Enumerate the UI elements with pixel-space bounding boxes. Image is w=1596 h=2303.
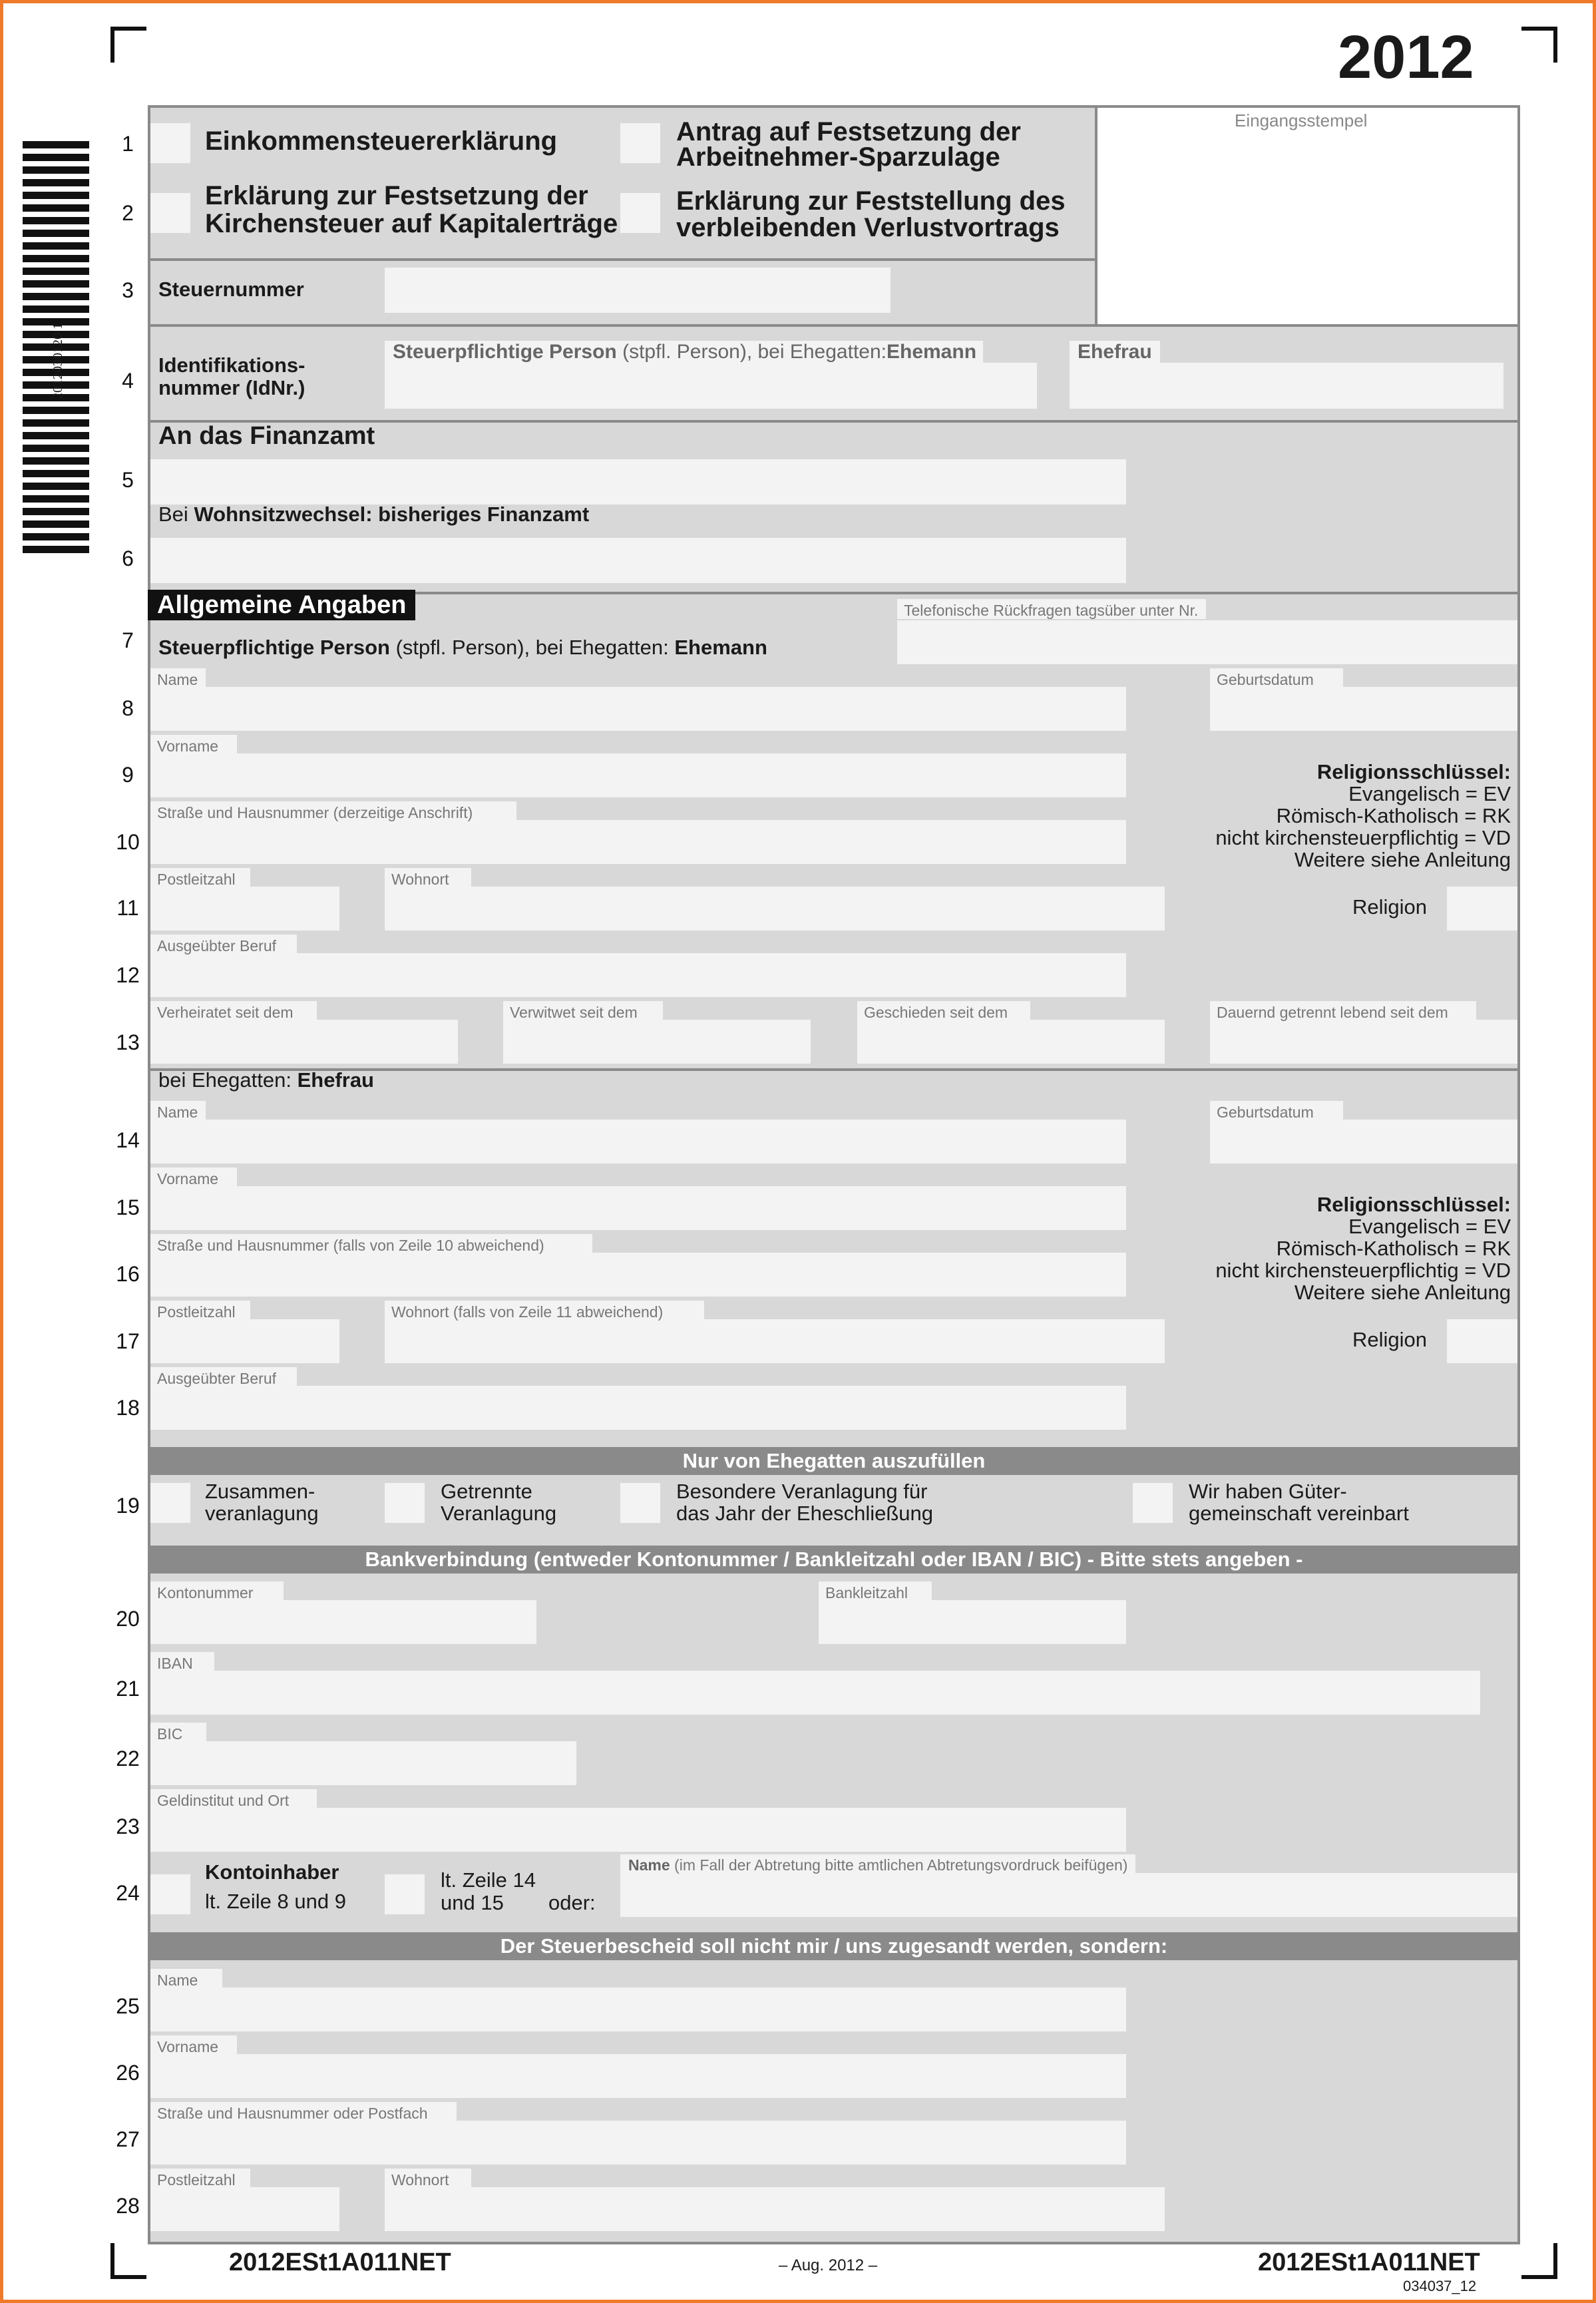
iban-field[interactable] — [150, 1671, 1480, 1715]
ehefrau-plz-field[interactable] — [150, 1319, 339, 1363]
ehegatten-section-title: Nur von Ehegatten auszufüllen — [150, 1447, 1517, 1475]
geldinstitut-field[interactable] — [150, 1808, 1126, 1852]
kirchensteuer-checkbox[interactable] — [150, 193, 190, 233]
row-number: 4 — [122, 369, 134, 393]
bescheid-strasse-label: Straße und Hausnummer oder Postfach — [150, 2102, 457, 2122]
kontoinhaber-name-rest: (im Fall der Abtretung bitte amtlichen Abtretungsvordruck beifügen) — [674, 1856, 1128, 1874]
verlustvortrag-checkbox[interactable] — [620, 193, 660, 233]
ehefrau-strasse-label: Straße und Hausnummer (falls von Zeile 10 abweichend) — [150, 1234, 592, 1254]
row-number: 26 — [116, 2061, 140, 2085]
row-number: 7 — [122, 628, 134, 652]
footer-date: – Aug. 2012 – — [779, 2256, 878, 2274]
divider — [148, 258, 1097, 261]
religion-label: Religion — [1352, 895, 1428, 919]
ehefrau-vorname-label: Vorname — [150, 1167, 237, 1187]
zusammenveranlagung-label-2: veranlagung — [205, 1502, 319, 1525]
ehefrau-name-label: Name — [150, 1101, 206, 1121]
getrennt-field[interactable] — [1210, 1020, 1517, 1064]
besondere-veranlagung-checkbox[interactable] — [620, 1483, 660, 1523]
row-number: 6 — [122, 546, 134, 570]
idnr-ehemann-label: Ehemann — [886, 341, 977, 363]
religion-key-title-text: Religionsschlüssel: — [1316, 760, 1511, 783]
religion-key-ev-2: Evangelisch = EV — [1348, 1215, 1511, 1238]
bic-label: BIC — [150, 1723, 206, 1743]
divider — [148, 324, 1520, 327]
telefon-field[interactable] — [897, 620, 1517, 664]
idnr-label-line1: Identifikations- — [158, 353, 305, 377]
ehefrau-beruf-label: Ausgeübter Beruf — [150, 1367, 297, 1387]
ehefrau-beruf-field[interactable] — [150, 1386, 1126, 1430]
religion-key-ev: Evangelisch = EV — [1348, 782, 1511, 805]
ehefrau-religion-label: Religion — [1352, 1328, 1428, 1351]
bescheid-wohnort-label: Wohnort — [385, 2169, 471, 2189]
row-number: 28 — [116, 2194, 140, 2218]
ehefrau-bold: Ehefrau — [297, 1068, 374, 1092]
row-number: 5 — [122, 468, 134, 492]
ehefrau-pre: bei Ehegatten: — [158, 1068, 292, 1092]
row-number: 8 — [122, 696, 134, 720]
geburtsdatum-field[interactable] — [1210, 687, 1517, 731]
gueterngemeinschaft-label-1: Wir haben Güter- — [1189, 1480, 1347, 1503]
beruf-label: Ausgeübter Beruf — [150, 935, 297, 954]
corner-mark-bottom-right — [1521, 2243, 1557, 2279]
ehefrau-geburtsdatum-label: Geburtsdatum — [1210, 1101, 1343, 1121]
finanzamt-field[interactable] — [150, 459, 1126, 505]
row-number: 25 — [116, 1994, 140, 2018]
row-number: 15 — [116, 1195, 140, 1219]
bescheid-wohnort-field[interactable] — [385, 2187, 1165, 2231]
bankleitzahl-field[interactable] — [819, 1600, 1126, 1644]
row-number: 18 — [116, 1396, 140, 1420]
idnr-ehemann-field-ext[interactable] — [819, 363, 1037, 409]
kontoinhaber-name-label — [620, 1854, 1135, 1874]
zusammenveranlagung-label-1: Zusammen- — [205, 1480, 315, 1503]
ehefrau-geburtsdatum-field[interactable] — [1210, 1120, 1517, 1163]
allgemeine-angaben-title: Allgemeine Angaben — [148, 590, 415, 620]
bescheid-name-label: Name — [150, 1969, 222, 1989]
bescheid-plz-field[interactable] — [150, 2187, 339, 2231]
row-number: 22 — [116, 1747, 140, 1771]
religion-key-rk: Römisch-Katholisch = RK — [1276, 804, 1511, 827]
verheiratet-label: Verheiratet seit dem — [150, 1001, 317, 1021]
wohnort-label: Wohnort — [385, 868, 471, 888]
iban-label: IBAN — [150, 1652, 214, 1672]
bescheid-section-title: Der Steuerbescheid soll nicht mir / uns zugesandt werden, sondern: — [150, 1932, 1517, 1960]
row-number: 14 — [116, 1128, 140, 1152]
idnr-label-line2: nummer (IdNr.) — [158, 376, 305, 399]
footer-code-right: 2012ESt1A011NET — [1258, 2248, 1480, 2276]
geburtsdatum-label: Geburtsdatum — [1210, 668, 1343, 688]
row-number: 20 — [116, 1607, 140, 1631]
strasse-field[interactable] — [150, 820, 1126, 864]
option-sparzulage-line2: Arbeitnehmer-Sparzulage — [676, 142, 1000, 172]
kontoinhaber-zeile14-label-2: und 15 — [441, 1891, 504, 1914]
kontoinhaber-name-field[interactable] — [620, 1873, 1517, 1917]
getrennte-veranlagung-checkbox[interactable] — [385, 1483, 425, 1523]
idnr-ehefrau-field[interactable] — [1070, 363, 1503, 409]
option-einkommensteuer: Einkommensteuererklärung — [205, 126, 558, 156]
option-verlustvortrag-line1: Erklärung zur Feststellung des — [676, 186, 1066, 216]
row-number: 21 — [116, 1677, 140, 1701]
option-verlustvortrag-line2: verbleibenden Verlustvortrags — [676, 213, 1060, 242]
row-number: 2 — [122, 201, 134, 225]
row-number: 13 — [116, 1030, 140, 1054]
einkommensteuer-checkbox[interactable] — [150, 123, 190, 163]
ehefrau-vorname-field[interactable] — [150, 1186, 1126, 1230]
row-number: 12 — [116, 963, 140, 987]
option-sparzulage-line1: Antrag auf Festsetzung der — [676, 117, 1021, 146]
finanzamt-title: An das Finanzamt — [158, 422, 375, 450]
wohnsitz-bold: Wohnsitzwechsel: bisheriges Finanzamt — [194, 503, 590, 526]
religion-key-vd-2: nicht kirchensteuerpflichtig = VD — [1215, 1259, 1511, 1282]
plz-label: Postleitzahl — [150, 868, 250, 888]
corner-mark-top-left — [110, 27, 146, 63]
vorname-field[interactable] — [150, 753, 1126, 797]
bescheid-name-field[interactable] — [150, 1988, 1126, 2031]
footer-form-number: 034037_12 — [1403, 2278, 1477, 2294]
corner-mark-bottom-left — [110, 2243, 146, 2279]
form-year: 2012 — [1338, 23, 1474, 91]
religion-field[interactable] — [1447, 887, 1517, 931]
bank-section-title: Bankverbindung (entweder Kontonummer / Bankleitzahl oder IBAN / BIC) - Bitte stets angeben - — [150, 1546, 1517, 1573]
name-field[interactable] — [150, 687, 1126, 731]
row-number: 11 — [116, 896, 139, 920]
wohnort-field[interactable] — [385, 887, 1165, 931]
getrennt-label: Dauernd getrennt lebend seit dem — [1210, 1001, 1476, 1021]
bic-field[interactable] — [150, 1741, 576, 1785]
ehefrau-strasse-field[interactable] — [150, 1253, 1126, 1297]
bisheriges-finanzamt-field[interactable] — [150, 538, 1126, 583]
religion-key-rk-2: Römisch-Katholisch = RK — [1276, 1237, 1511, 1260]
getrennte-veranlagung-label-1: Getrennte — [441, 1480, 532, 1503]
kontoinhaber-zeile14-checkbox[interactable] — [385, 1874, 425, 1914]
verheiratet-field[interactable] — [150, 1020, 458, 1064]
ehefrau-heading — [158, 1069, 374, 1092]
plz-field[interactable] — [150, 887, 339, 931]
person-heading — [158, 636, 767, 659]
person-ehemann: Ehemann — [674, 636, 767, 659]
idnr-person-rest: (stpfl. Person), bei Ehegatten: — [622, 341, 887, 363]
person-rest: (stpfl. Person), bei Ehegatten: — [395, 636, 669, 659]
row-number: 27 — [116, 2127, 140, 2151]
vorname-label: Vorname — [150, 735, 237, 755]
ehefrau-religion-field[interactable] — [1447, 1319, 1517, 1363]
kontoinhaber-zeile8-checkbox[interactable] — [150, 1874, 190, 1914]
bescheid-plz-label: Postleitzahl — [150, 2169, 250, 2189]
religion-key-title-text-2: Religionsschlüssel: — [1316, 1193, 1511, 1216]
intake-stamp-area — [1095, 108, 1517, 324]
bescheid-vorname-label: Vorname — [150, 2035, 237, 2055]
kontoinhaber-name-bold: Name — [628, 1856, 670, 1874]
religion-key-vd: nicht kirchensteuerpflichtig = VD — [1215, 826, 1511, 849]
row-number: 23 — [116, 1814, 140, 1838]
wohnsitz-label — [158, 503, 589, 526]
telefon-label: Telefonische Rückfragen tagsüber unter Nr. — [897, 599, 1206, 619]
kontoinhaber-zeile8-label: lt. Zeile 8 und 9 — [205, 1890, 346, 1913]
option-kirchensteuer-line2: Kirchensteuer auf Kapitalerträge — [205, 209, 618, 238]
footer-code-left: 2012ESt1A011NET — [229, 2248, 451, 2276]
geschieden-field[interactable] — [857, 1020, 1165, 1064]
religion-key-title — [1171, 761, 1511, 783]
bescheid-vorname-field[interactable] — [150, 2054, 1126, 2098]
bankleitzahl-label: Bankleitzahl — [819, 1581, 932, 1601]
beruf-field[interactable] — [150, 953, 1126, 997]
row-number: 1 — [122, 132, 134, 156]
ehefrau-name-field[interactable] — [150, 1120, 1126, 1163]
row-number: 10 — [116, 830, 140, 854]
kontoinhaber-zeile14-label-1: lt. Zeile 14 — [441, 1868, 536, 1892]
steuernummer-label: Steuernummer — [158, 278, 304, 301]
zusammenveranlagung-checkbox[interactable] — [150, 1483, 190, 1523]
geschieden-label: Geschieden seit dem — [857, 1001, 1030, 1021]
barcode-text: 2012030120 1 — [51, 323, 65, 399]
row-number: 19 — [116, 1494, 140, 1518]
name-label: Name — [150, 668, 206, 688]
verwitwet-label: Verwitwet seit dem — [503, 1001, 663, 1021]
kontoinhaber-label: Kontoinhaber — [205, 1860, 339, 1884]
corner-mark-top-right — [1521, 27, 1557, 63]
option-kirchensteuer-line1: Erklärung zur Festsetzung der — [205, 181, 588, 210]
besondere-veranlagung-label-1: Besondere Veranlagung für — [676, 1480, 928, 1503]
kontonummer-field[interactable] — [150, 1600, 536, 1644]
kontonummer-label: Kontonummer — [150, 1581, 284, 1601]
row-number: 3 — [122, 278, 134, 302]
row-number: 17 — [116, 1329, 140, 1353]
bescheid-strasse-field[interactable] — [150, 2121, 1126, 2165]
getrennte-veranlagung-label-2: Veranlagung — [441, 1502, 557, 1525]
idnr-person-bold: Steuerpflichtige Person — [393, 341, 617, 363]
idnr-person-label — [393, 341, 983, 363]
row-number: 24 — [116, 1881, 140, 1905]
religion-key-more: Weitere siehe Anleitung — [1294, 848, 1511, 871]
row-number: 9 — [122, 763, 134, 787]
religion-key-title-2 — [1171, 1193, 1511, 1216]
idnr-ehefrau-label: Ehefrau — [1070, 341, 1160, 363]
verwitwet-field[interactable] — [503, 1020, 811, 1064]
ehefrau-wohnort-label: Wohnort (falls von Zeile 11 abweichend) — [385, 1301, 704, 1321]
geldinstitut-label: Geldinstitut und Ort — [150, 1789, 317, 1809]
divider — [1095, 108, 1097, 324]
gueterngemeinschaft-label-2: gemeinschaft vereinbart — [1189, 1502, 1409, 1525]
person-bold: Steuerpflichtige Person — [158, 636, 390, 659]
intake-stamp-label: Eingangsstempel — [1235, 110, 1368, 130]
row-number: 16 — [116, 1262, 140, 1286]
sparzulage-checkbox[interactable] — [620, 123, 660, 163]
besondere-veranlagung-label-2: das Jahr der Eheschließung — [676, 1502, 934, 1525]
religion-key-more-2: Weitere siehe Anleitung — [1294, 1281, 1511, 1304]
ehefrau-wohnort-field[interactable] — [385, 1319, 1165, 1363]
steuernummer-field[interactable] — [385, 268, 891, 313]
ehefrau-plz-label: Postleitzahl — [150, 1301, 250, 1321]
oder-label: oder: — [548, 1891, 596, 1914]
strasse-label: Straße und Hausnummer (derzeitige Anschrift) — [150, 801, 516, 821]
gueterngemeinschaft-checkbox[interactable] — [1133, 1483, 1173, 1523]
wohnsitz-pre: Bei — [158, 503, 188, 526]
